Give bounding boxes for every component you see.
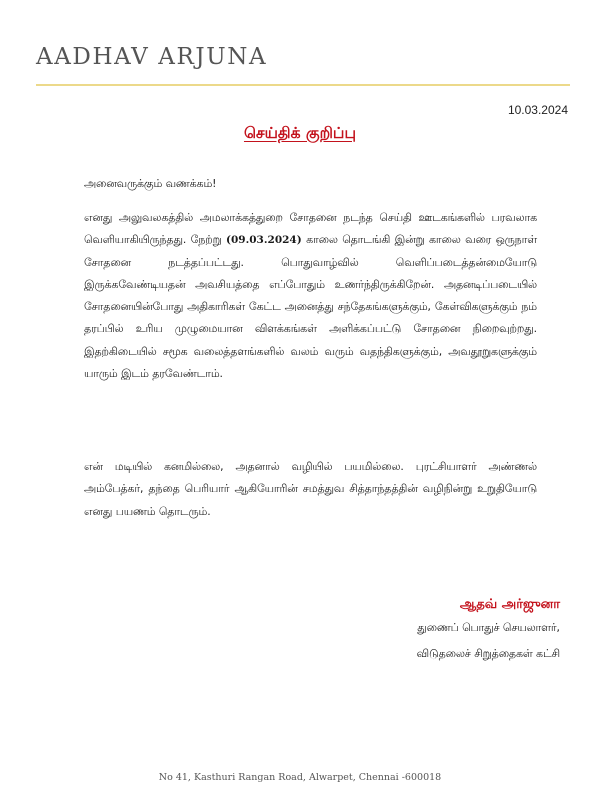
letterhead-name: AADHAV ARJUNA (36, 44, 268, 70)
footer-address: No 41, Kasthuri Rangan Road, Alwarpet, Chennai -600018 (158, 772, 442, 783)
paragraph-2: என் மடியில் கனமில்லை, அதனால் வழியில் பயமில்லை. புரட்சியாளர் அண்ணல் அம்பேத்கர், தந்தை பெரியார் ஆகியோரின் சமத்துவ சித்தாந்தத்தின் வழிநின்று உறுதியோடு எனது பயணம் தொடரும். (84, 460, 537, 518)
letterhead-divider (36, 84, 570, 86)
document-date: 10.03.2024 (507, 103, 568, 117)
paragraph-1-date: (09.03.2024) (226, 234, 302, 247)
paragraph-1 (84, 207, 537, 385)
document-title-text: செய்திக் குறிப்பு (243, 124, 357, 142)
greeting: அனைவருக்கும் வணக்கம்! (84, 177, 217, 190)
paragraph-1-text-b: காலை தொடங்கி இன்று காலை வரை ஒருநாள் சோதனை நடத்தப்பட்டது. பொதுவாழ்வில் வெளிப்படைத்தன்மையோடு இருக்கவேண்டியதன் அவசியத்தை எப்போதும் உணர்ந்திருக்கிறேன். அதனடிப்படையில் சோதனையின்போது அதிகாரிகள் கேட்ட அனைத்து சந்தேகங்களுக்கும், கேள்விகளுக்கும் நம் தரப்பில் உரிய முழுமையான விளக்கங்கள் அளிக்கப்பட்டு சோதனை நிறைவுற்றது. இதற்கிடையில் சமூக வலைத்தளங்களில் வலம் வரும் வதந்திகளுக்கும், அவதூறுகளுக்கும் யாரும் இடம் தரவேண்டாம். (84, 233, 537, 381)
document-title (0, 123, 600, 144)
paragraph-1-text-a: எனது அலுவலகத்தில் அமலாக்கத்துறை சோதனை நடந்த செய்தி ஊடகங்களில் பரவலாக வெளியாகியிருந்தது. நேற்று (84, 211, 537, 247)
signatory-organization: விடுதலைச் சிறுத்தைகள் கட்சி (416, 647, 560, 660)
signatory-name: ஆதவ் அர்ஜுனா (459, 597, 560, 612)
signatory-role: துணைப் பொதுச் செயலாளர், (417, 621, 560, 634)
